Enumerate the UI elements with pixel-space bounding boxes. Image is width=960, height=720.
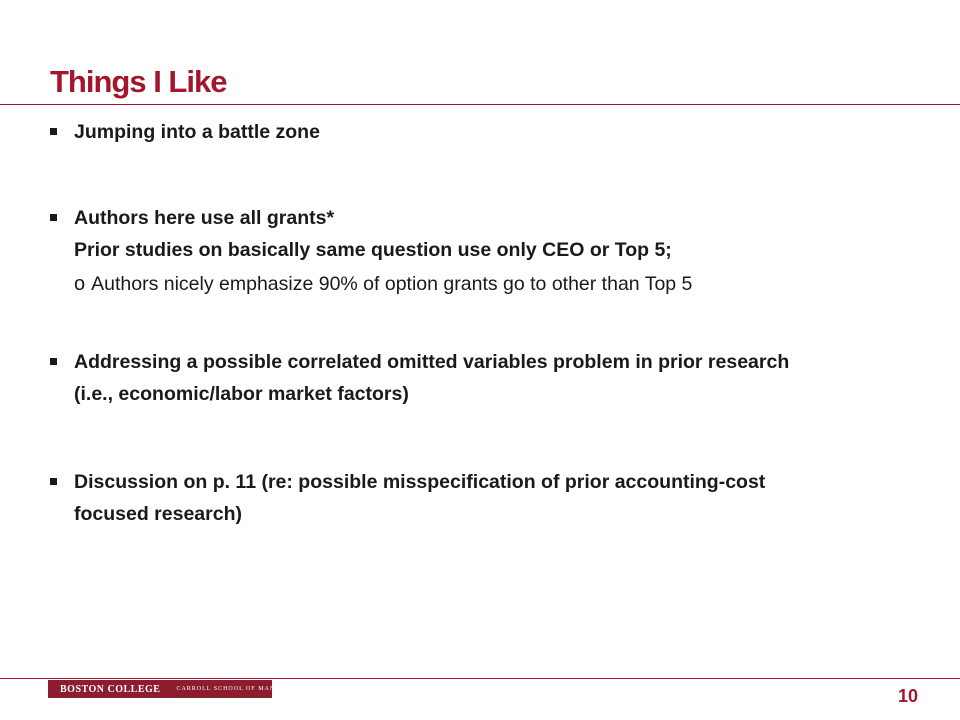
boston-college-logo	[48, 680, 312, 698]
bullet-line: Prior studies on basically same question use only CEO or Top 5;	[74, 239, 672, 261]
sub-bullet-item	[74, 268, 934, 300]
bullet-line: (i.e., economic/labor market factors)	[74, 383, 409, 405]
sub-bullet-text: Authors nicely emphasize 90% of option grants go to other than Top 5	[91, 273, 693, 295]
title-divider	[0, 104, 960, 105]
bullet-item	[50, 466, 930, 530]
bullet-line: Jumping into a battle zone	[74, 121, 320, 143]
sub-bullet-marker: o	[74, 273, 86, 295]
bullet-line: Addressing a possible correlated omitted variables problem in prior research	[74, 351, 790, 373]
bullet-line: focused research)	[74, 503, 242, 525]
square-bullet-icon	[50, 358, 57, 365]
bullet-line: Discussion on p. 11 (re: possible misspecification of prior accounting-cost	[74, 471, 766, 493]
square-bullet-icon	[50, 214, 57, 221]
logo-sub-text: CARROLL SCHOOL OF MANAGEMENT	[176, 686, 312, 692]
slide-title: Things I Like	[50, 64, 227, 99]
bullet-item	[50, 116, 930, 148]
bullet-item	[50, 202, 930, 266]
square-bullet-icon	[50, 128, 57, 135]
page-number: 10	[898, 686, 919, 706]
logo-main-text: BOSTON COLLEGE	[60, 683, 161, 695]
footer-divider	[0, 678, 960, 679]
bullet-item	[50, 346, 930, 410]
bullet-line: Authors here use all grants*	[74, 207, 335, 229]
square-bullet-icon	[50, 478, 57, 485]
